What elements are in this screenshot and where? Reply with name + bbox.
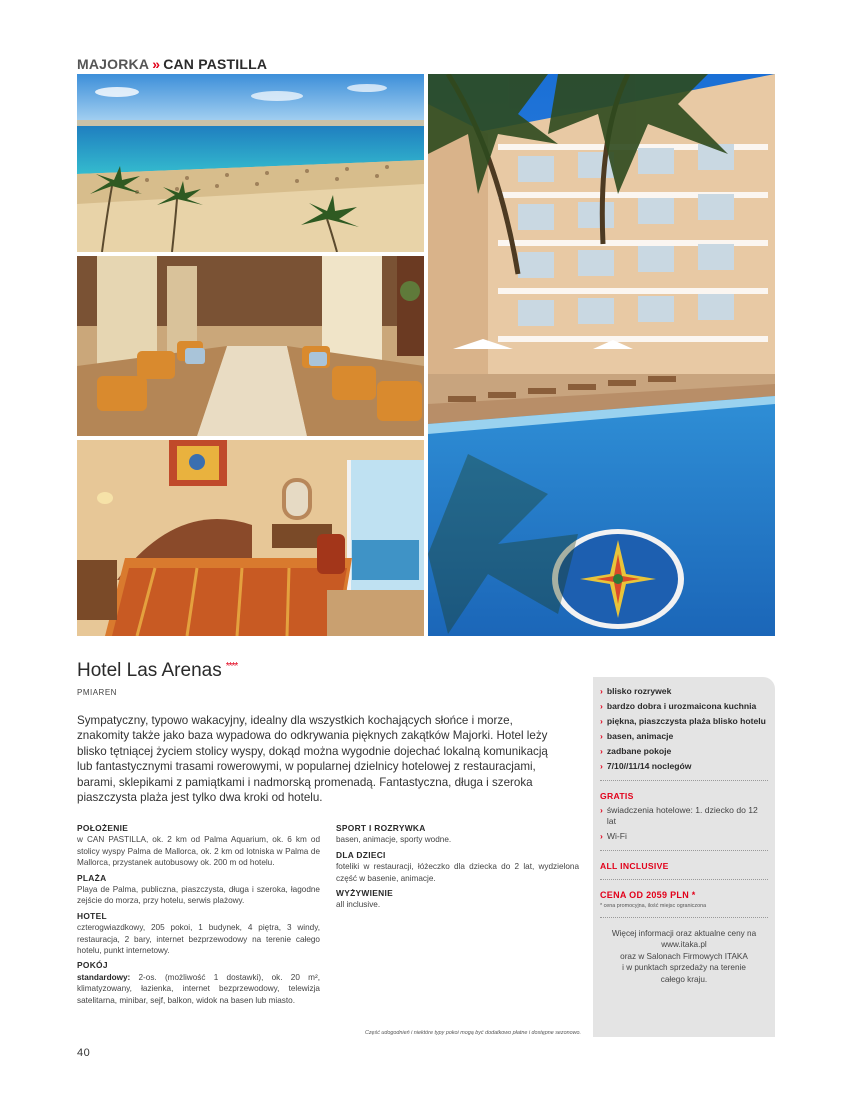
gratis-title: GRATIS <box>600 791 634 801</box>
divider <box>600 850 768 851</box>
arrow-icon: › <box>600 686 603 696</box>
info-line: całego kraju. <box>660 974 708 984</box>
section-title-beach: PLAŻA <box>77 872 107 883</box>
info-line: i w punktach sprzedaży na terenie <box>622 963 746 973</box>
contact-info <box>600 928 768 985</box>
gratis-text: świadczenia hotelowe: 1. dziecko do 12 lat <box>606 805 758 826</box>
section-text-sport: basen, animacje, sporty wodne. <box>336 835 452 845</box>
section-title-kids: DLA DZIECI <box>336 849 386 860</box>
city-label: CAN PASTILLA <box>163 56 268 72</box>
highlight-item <box>600 731 768 742</box>
section-text-beach: Playa de Palma, publiczna, piaszczysta, długa i szeroka, łagodne zejście do morza, przy hotelu, serwis plażowy. <box>77 885 320 906</box>
website-link[interactable]: www.itaka.pl <box>661 940 707 950</box>
section-title-hotel: HOTEL <box>77 910 107 921</box>
beach-photo <box>77 74 424 252</box>
section-text-location: w CAN PASTILLA, ok. 2 km od Palma Aquarium, ok. 6 km od stolicy wyspy Palma de Mallorca, ok. 2 km od lotniska w Palma de Mallorca, przystanek autobusowy ok. 200 m od hotelu. <box>77 835 320 868</box>
hotel-code: PMIAREN <box>77 688 117 697</box>
section-text-kids: foteliki w restauracji, łóżeczko dla dziecka do 2 lat, wydzielona część w basenie, animacje. <box>336 862 579 883</box>
arrow-icon: › <box>600 701 603 711</box>
highlight-item <box>600 746 768 757</box>
description-text: Sympatyczny, typowo wakacyjny, idealny dla wszystkich kochających słońce i morze, znakomity także jako baza wypadowa do odkrywania pięknych zakątków Majorki. Hotel leży blisko tętniącej życiem stolicy wyspy, dokąd można wygodnie dojechać lokalną komunikacją lub fantastycznymi trasami rowerowymi, w popularnej dzielnicy hotelowej z restauracjami, barami, sklepikami z pamiątkami i nadmorską promenadą. Fantastyczna, długa i szeroka piaszczysta plaża jest tylko dwa kroki od hotelu. <box>77 714 548 805</box>
hotel-name: Hotel Las Arenas <box>77 660 222 681</box>
highlight-text: bardzo dobra i urozmaicona kuchnia <box>606 701 757 711</box>
footnote: Część udogodnień i niektóre typy pokoi mogą być dodatkowo płatne i dostępne sezonowo. <box>364 1030 581 1036</box>
hotel-title <box>77 660 237 682</box>
highlight-text: zadbane pokoje <box>606 746 672 756</box>
details-column-right <box>336 823 579 911</box>
highlight-item <box>600 761 768 772</box>
highlight-text: piękna, piaszczysta plaża blisko hotelu <box>606 716 766 726</box>
highlight-text: basen, animacje <box>606 731 674 741</box>
hotel-pool-photo <box>428 74 775 636</box>
arrow-icon: › <box>600 805 603 815</box>
section-title-board: WYŻYWIENIE <box>336 888 393 899</box>
section-text-board: all inclusive. <box>336 900 381 910</box>
info-sidebar <box>593 677 775 1037</box>
section-title-room: POKÓJ <box>77 960 108 971</box>
arrow-icon: › <box>600 746 603 756</box>
hotel-description <box>77 713 559 805</box>
gratis-item <box>600 805 768 827</box>
price-note: * cena promocyjna, ilość miejsc ograniczona <box>600 903 707 909</box>
highlight-item <box>600 686 768 697</box>
arrow-icon: › <box>600 731 603 741</box>
section-title-sport: SPORT I ROZRYWKA <box>336 823 426 833</box>
breadcrumb-separator: » <box>152 56 161 72</box>
info-line: Więcej informacji oraz aktualne ceny na <box>611 929 757 938</box>
highlight-text: 7/10//11/14 noclegów <box>606 761 692 771</box>
section-title-location: POŁOŻENIE <box>77 823 129 833</box>
highlight-item <box>600 716 768 727</box>
all-inclusive-label: ALL INCLUSIVE <box>600 861 669 871</box>
page-number: 40 <box>77 1047 91 1059</box>
breadcrumb <box>77 56 267 72</box>
region-label: MAJORKA <box>77 56 150 72</box>
highlight-item <box>600 701 768 712</box>
section-text-hotel: czterogwiazdkowy, 205 pokoi, 1 budynek, 4 piętra, 3 windy, restauracja, 2 bary, internet bezprzewodowy na terenie całego hotelu, punkt internetowy. <box>77 923 320 956</box>
arrow-icon: › <box>600 716 603 726</box>
divider <box>600 917 768 918</box>
gratis-text: Wi-Fi <box>606 831 627 841</box>
highlight-text: blisko rozrywek <box>606 686 672 696</box>
divider <box>600 879 768 880</box>
lobby-photo <box>77 256 424 436</box>
room-type-label: standardowy: <box>77 972 131 982</box>
room-photo <box>77 440 424 636</box>
info-line: oraz w Salonach Firmowych ITAKA <box>620 951 748 961</box>
divider <box>600 780 768 781</box>
gratis-item <box>600 831 768 842</box>
price-label: CENA OD 2059 PLN * <box>600 890 696 900</box>
arrow-icon: › <box>600 761 603 771</box>
details-column-left <box>77 823 320 1006</box>
section-text-room <box>77 972 320 1006</box>
room-description: 2-os. (możliwość 1 dostawki), ok. 20 m², klimatyzowany, łazienka, internet bezprzewodowy, telewizja satelitarna, minibar, sejf, balkon, widok na basen lub miasto. <box>77 972 320 1005</box>
star-rating: **** <box>225 661 238 672</box>
arrow-icon: › <box>600 831 603 841</box>
